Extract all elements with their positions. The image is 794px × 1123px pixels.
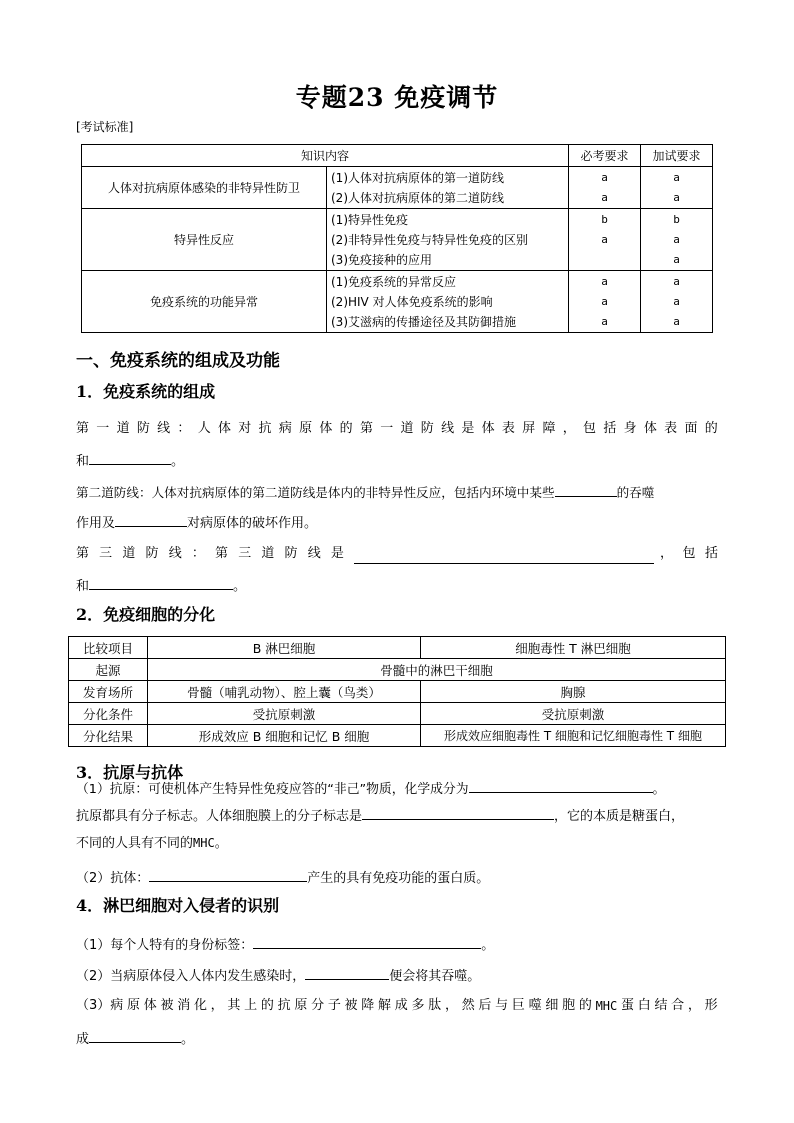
table-row	[69, 703, 726, 725]
value: a	[601, 274, 608, 288]
answer-blank[interactable]	[115, 512, 187, 527]
text-char: ：	[191, 546, 205, 561]
text-char: 屏	[522, 421, 536, 436]
text: （2）抗体：	[76, 871, 150, 886]
text-char: 道	[400, 421, 414, 436]
answer-blank[interactable]	[555, 482, 617, 497]
text-char: 线	[157, 421, 171, 436]
text: MHC	[193, 836, 215, 850]
row-required	[569, 167, 641, 209]
defense-line-1	[76, 419, 718, 439]
text-char: 体	[643, 421, 657, 436]
text-char: 上	[244, 998, 258, 1013]
value: a	[673, 314, 680, 328]
text-char: ：	[177, 421, 191, 436]
text: 第二道防线：人体对抗病原体的第二道防线是体内的非特异性反应，包括内环境中某些	[76, 485, 555, 500]
text-char: 包	[583, 421, 597, 436]
recognition-para-3-cont	[76, 1028, 194, 1050]
row-required	[569, 209, 641, 271]
text-char: 解	[378, 998, 392, 1013]
row-items	[327, 209, 569, 271]
table-header	[69, 637, 726, 659]
text-char: 后	[478, 998, 492, 1013]
text-char: 第	[76, 421, 90, 436]
subsection-heading-2: 2．免疫细胞的分化	[76, 605, 216, 624]
table-row	[82, 167, 713, 209]
text-char: 噬	[528, 998, 542, 1013]
row-label: 起源	[69, 659, 148, 681]
list-item: (2)非特异性免疫与特异性免疫的区别	[331, 232, 528, 247]
answer-blank[interactable]	[89, 450, 171, 465]
text-char: 线	[441, 421, 455, 436]
value: b	[673, 212, 680, 226]
value: a	[601, 190, 608, 204]
text-char: 的	[339, 421, 353, 436]
text: （2）当病原体侵入人体内发生感染时，	[76, 969, 306, 984]
text: 。	[481, 938, 495, 953]
text-char: ，	[660, 546, 674, 561]
text-char: 括	[704, 546, 718, 561]
table-row	[69, 725, 726, 747]
list-item: (2)HIV 对人体免疫系统的影响	[331, 294, 493, 309]
text-char: 包	[682, 546, 696, 561]
subsection-heading-3: 3．抗原与抗体	[76, 763, 184, 782]
value: a	[673, 170, 680, 184]
text-char: 病	[278, 421, 292, 436]
text-char: ，	[210, 998, 224, 1013]
row-label: 分化结果	[69, 725, 148, 747]
list-item: (1)免疫系统的异常反应	[331, 274, 456, 289]
header-cell: 细胞毒性 T 淋巴细胞	[421, 637, 726, 659]
value	[569, 250, 640, 270]
text-char: 障	[542, 421, 556, 436]
standard-table	[81, 144, 713, 333]
text-char: 原	[127, 998, 141, 1013]
text: ，它的本质是糖蛋白，	[554, 809, 685, 824]
text-char: 原	[299, 421, 313, 436]
text-char: 消	[177, 998, 191, 1013]
text-char: 然	[461, 998, 475, 1013]
text-char: 身	[623, 421, 637, 436]
text-char: 的	[704, 421, 718, 436]
header-cell: B 淋巴细胞	[148, 637, 421, 659]
section-heading: 一、免疫系统的组成及功能	[76, 351, 280, 371]
text-char: ，	[687, 998, 701, 1013]
row-extra	[641, 209, 713, 271]
answer-blank[interactable]	[253, 934, 481, 949]
text: 的吞噬	[616, 485, 655, 500]
header-extra: 加试要求	[641, 145, 713, 167]
row-value-b: 骨髓（哺乳动物）、腔上囊（鸟类）	[148, 681, 421, 703]
text-char: 结	[654, 998, 668, 1013]
text-char: 分	[311, 998, 325, 1013]
header-knowledge: 知识内容	[82, 145, 569, 167]
value: a	[673, 294, 680, 308]
value: a	[601, 314, 608, 328]
text: 。	[233, 579, 247, 594]
text-char: 巨	[511, 998, 525, 1013]
answer-blank[interactable]	[362, 805, 554, 820]
text-char: ，	[444, 998, 458, 1013]
text-run	[660, 544, 718, 564]
text-char: 抗	[258, 421, 272, 436]
text: （1）抗原：可使机体产生特异性免疫应答的“非己”物质，化学成分为	[76, 782, 469, 797]
text-char: 表	[664, 421, 678, 436]
antigen-para-2	[76, 805, 684, 827]
text-char: 体	[217, 421, 231, 436]
text-char: （3）病	[76, 998, 124, 1013]
list-item: (2)人体对抗病原体的第二道防线	[331, 190, 504, 205]
text: 成	[76, 1032, 90, 1047]
text-char: MHC	[595, 999, 618, 1013]
text-char: 表	[501, 421, 515, 436]
row-value-t: 形成效应细胞毒性 T 细胞和记忆细胞毒性 T 细胞	[421, 725, 726, 747]
text-char: 括	[603, 421, 617, 436]
table-row	[82, 271, 713, 333]
text-char: 被	[344, 998, 358, 1013]
table-row	[69, 659, 726, 681]
text-char: 道	[122, 546, 136, 561]
text-char: 白	[637, 998, 651, 1013]
row-topic: 特异性反应	[82, 209, 327, 271]
antigen-para-1	[76, 778, 665, 800]
value: a	[601, 294, 608, 308]
text-char: 成	[394, 998, 408, 1013]
text-char: 的	[260, 998, 274, 1013]
text-char: 降	[361, 998, 375, 1013]
text-char: 肽	[428, 998, 442, 1013]
value: a	[673, 232, 680, 246]
defense-line-2-cont	[76, 512, 317, 534]
text: 对病原体的破坏作用。	[187, 516, 318, 531]
text-char: 第	[215, 546, 229, 561]
text-char: 一	[380, 421, 394, 436]
text-char: 三	[238, 546, 252, 561]
recognition-para-3	[76, 996, 718, 1016]
header-required: 必考要求	[569, 145, 641, 167]
text-char: ，	[562, 421, 576, 436]
row-items	[327, 167, 569, 209]
row-extra	[641, 167, 713, 209]
text: 产生的具有免疫功能的蛋白质。	[307, 871, 490, 886]
answer-blank[interactable]	[469, 778, 653, 793]
text-char: 第	[359, 421, 373, 436]
row-topic: 人体对抗病原体感染的非特异性防卫	[82, 167, 327, 209]
text-char: 一	[96, 421, 110, 436]
text-char: 防	[136, 421, 150, 436]
text-char: 细	[545, 998, 559, 1013]
row-value-t: 胸腺	[421, 681, 726, 703]
text: 作用及	[76, 516, 116, 531]
list-item: (1)特异性免疫	[331, 212, 408, 227]
row-label: 分化条件	[69, 703, 148, 725]
list-item: (3)免疫接种的应用	[331, 252, 432, 267]
text: 。	[181, 1032, 195, 1047]
text-char: 线	[168, 546, 182, 561]
list-item: (3)艾滋病的传播途径及其防御措施	[331, 314, 516, 329]
text-char: 道	[261, 546, 275, 561]
row-topic: 免疫系统的功能异常	[82, 271, 327, 333]
text-char: 形	[704, 998, 718, 1013]
value: a	[673, 190, 680, 204]
text-char: 体	[143, 998, 157, 1013]
antibody-para	[76, 867, 489, 889]
defense-line-2	[76, 482, 654, 503]
list-item: (1)人体对抗病原体的第一道防线	[331, 170, 504, 185]
text-char: 抗	[277, 998, 291, 1013]
row-value-b: 形成效应 B 细胞和记忆 B 细胞	[148, 725, 421, 747]
defense-line-3	[76, 544, 718, 564]
text: 。	[652, 782, 666, 797]
text-char: 防	[145, 546, 159, 561]
header-cell: 比较项目	[69, 637, 148, 659]
answer-blank[interactable]	[89, 575, 233, 590]
text-char: 是	[330, 546, 344, 561]
text: 。	[214, 836, 228, 851]
text: （1）每个人特有的身份标签：	[76, 938, 254, 953]
row-label: 发育场所	[69, 681, 148, 703]
text-char: 原	[294, 998, 308, 1013]
subsection-heading-4: 4．淋巴细胞对入侵者的识别	[76, 896, 280, 915]
text-char: 线	[307, 546, 321, 561]
row-value-t: 受抗原刺激	[421, 703, 726, 725]
value: a	[601, 170, 608, 184]
answer-blank[interactable]	[354, 549, 654, 564]
subsection-heading-1: 1．免疫系统的组成	[76, 382, 216, 401]
standard-table-header	[82, 145, 713, 167]
standard-label: [考试标准]	[76, 120, 134, 134]
row-required	[569, 271, 641, 333]
defense-line-1-cont	[76, 450, 184, 472]
text-char: 防	[420, 421, 434, 436]
text: 。	[171, 454, 185, 469]
recognition-para-2	[76, 965, 480, 987]
antigen-para-3	[76, 833, 228, 854]
text-char: 防	[284, 546, 298, 561]
text-char: 胞	[562, 998, 576, 1013]
table-row	[69, 681, 726, 703]
row-value-b: 受抗原刺激	[148, 703, 421, 725]
text-char: 人	[197, 421, 211, 436]
text-char: 多	[411, 998, 425, 1013]
table-row	[82, 209, 713, 271]
text: 不同的人具有不同的	[76, 836, 194, 851]
text: 便会将其吞噬。	[389, 969, 481, 984]
text-char: 其	[227, 998, 241, 1013]
text-char: 体	[481, 421, 495, 436]
text-char: 三	[99, 546, 113, 561]
row-items	[327, 271, 569, 333]
value: b	[601, 212, 608, 226]
text-char: 与	[495, 998, 509, 1013]
text-char: 子	[327, 998, 341, 1013]
text-char: 面	[684, 421, 698, 436]
recognition-para-1	[76, 934, 494, 956]
text-char: 合	[671, 998, 685, 1013]
text: 和	[76, 454, 90, 469]
defense-line-3-cont	[76, 575, 246, 597]
text-char: 蛋	[620, 998, 634, 1013]
text-char: 道	[116, 421, 130, 436]
answer-blank[interactable]	[305, 965, 389, 980]
text-char: 体	[319, 421, 333, 436]
cell-differentiation-table	[68, 636, 726, 747]
row-extra	[641, 271, 713, 333]
text: 抗原都具有分子标志。人体细胞膜上的分子标志是	[76, 809, 363, 824]
value: a	[673, 252, 680, 266]
text-char: 被	[160, 998, 174, 1013]
text-char: 是	[461, 421, 475, 436]
page-title: 专题23 免疫调节	[295, 83, 499, 112]
answer-blank[interactable]	[149, 867, 307, 882]
answer-blank[interactable]	[89, 1028, 181, 1043]
text-char: 对	[238, 421, 252, 436]
text-run	[76, 544, 344, 564]
text-char: 化	[193, 998, 207, 1013]
row-value: 骨髓中的淋巴干细胞	[148, 659, 726, 681]
text-char: 的	[578, 998, 592, 1013]
text-char: 第	[76, 546, 90, 561]
value: a	[673, 274, 680, 288]
text: 和	[76, 579, 90, 594]
value: a	[601, 232, 608, 246]
